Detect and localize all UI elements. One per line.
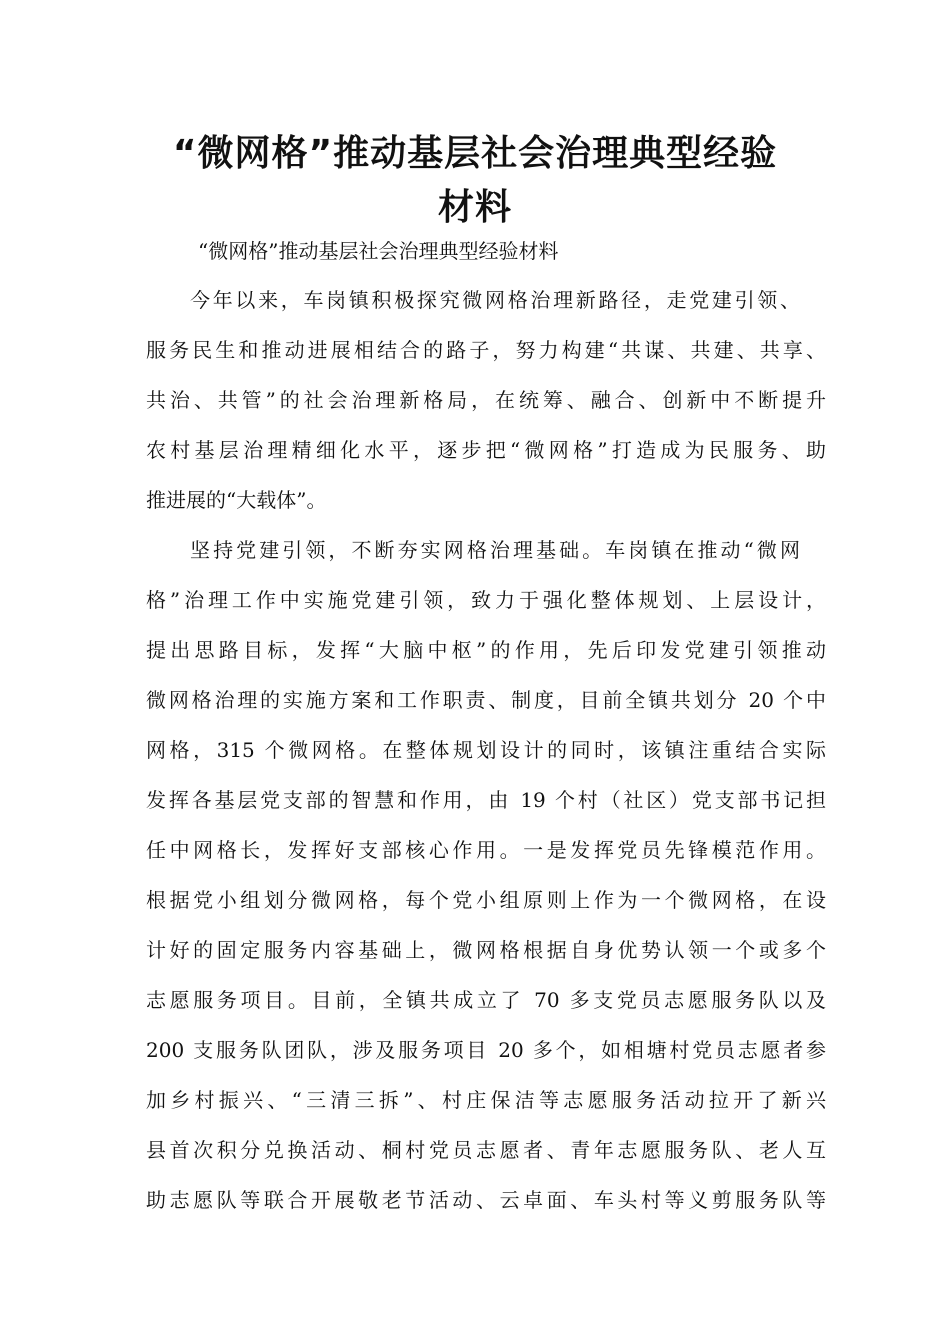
- para2-line: 网格，315 个微网格。在整体规划设计的同时，该镇注重结合实际: [146, 738, 826, 762]
- para2-line: 格”治理工作中实施党建引领，致力于强化整体规划、上层设计，: [146, 588, 826, 612]
- para2-line: 县首次积分兑换活动、桐村党员志愿者、青年志愿服务队、老人互: [146, 1138, 826, 1162]
- para2-line: 坚持党建引领，不断夯实网格治理基础。车岗镇在推动“微网: [190, 538, 800, 562]
- para2-line: 微网格治理的实施方案和工作职责、制度，目前全镇共划分 20 个中: [146, 688, 826, 712]
- para1-line: 服务民生和推动进展相结合的路子，努力构建“共谋、共建、共享、: [146, 338, 826, 362]
- para2-line: 200 支服务队团队，涉及服务项目 20 多个，如相塘村党员志愿者参: [146, 1038, 826, 1062]
- para1-line: 推进展的“大载体”。: [146, 488, 327, 512]
- para1-line: 共治、共管”的社会治理新格局，在统筹、融合、创新中不断提升: [146, 388, 826, 412]
- para2-line: 志愿服务项目。目前，全镇共成立了 70 多支党员志愿服务队以及: [146, 988, 826, 1012]
- para2-line: 根据党小组划分微网格，每个党小组原则上作为一个微网格，在设: [146, 888, 826, 912]
- para1-line: 农村基层治理精细化水平，逐步把“微网格”打造成为民服务、助: [146, 438, 826, 462]
- para2-line: 助志愿队等联合开展敬老节活动、云卓面、车头村等义剪服务队等: [146, 1188, 826, 1212]
- para2-line: 提出思路目标，发挥“大脑中枢”的作用，先后印发党建引领推动: [146, 638, 826, 662]
- document-title-line-2: 材料: [437, 187, 512, 228]
- para2-line: 发挥各基层党支部的智慧和作用，由 19 个村（社区）党支部书记担: [146, 788, 826, 812]
- document-title-line-1: “微网格”推动基层社会治理典型经验: [172, 133, 778, 174]
- document-subtitle: “微网格”推动基层社会治理典型经验材料: [198, 239, 559, 263]
- para2-line: 加乡村振兴、“三清三拆”、村庄保洁等志愿服务活动拉开了新兴: [146, 1088, 826, 1112]
- para2-line: 任中网格长，发挥好支部核心作用。一是发挥党员先锋模范作用。: [146, 838, 826, 862]
- para2-line: 计好的固定服务内容基础上，微网格根据自身优势认领一个或多个: [146, 938, 826, 962]
- para1-line: 今年以来，车岗镇积极探究微网格治理新路径，走党建引领、: [190, 288, 800, 312]
